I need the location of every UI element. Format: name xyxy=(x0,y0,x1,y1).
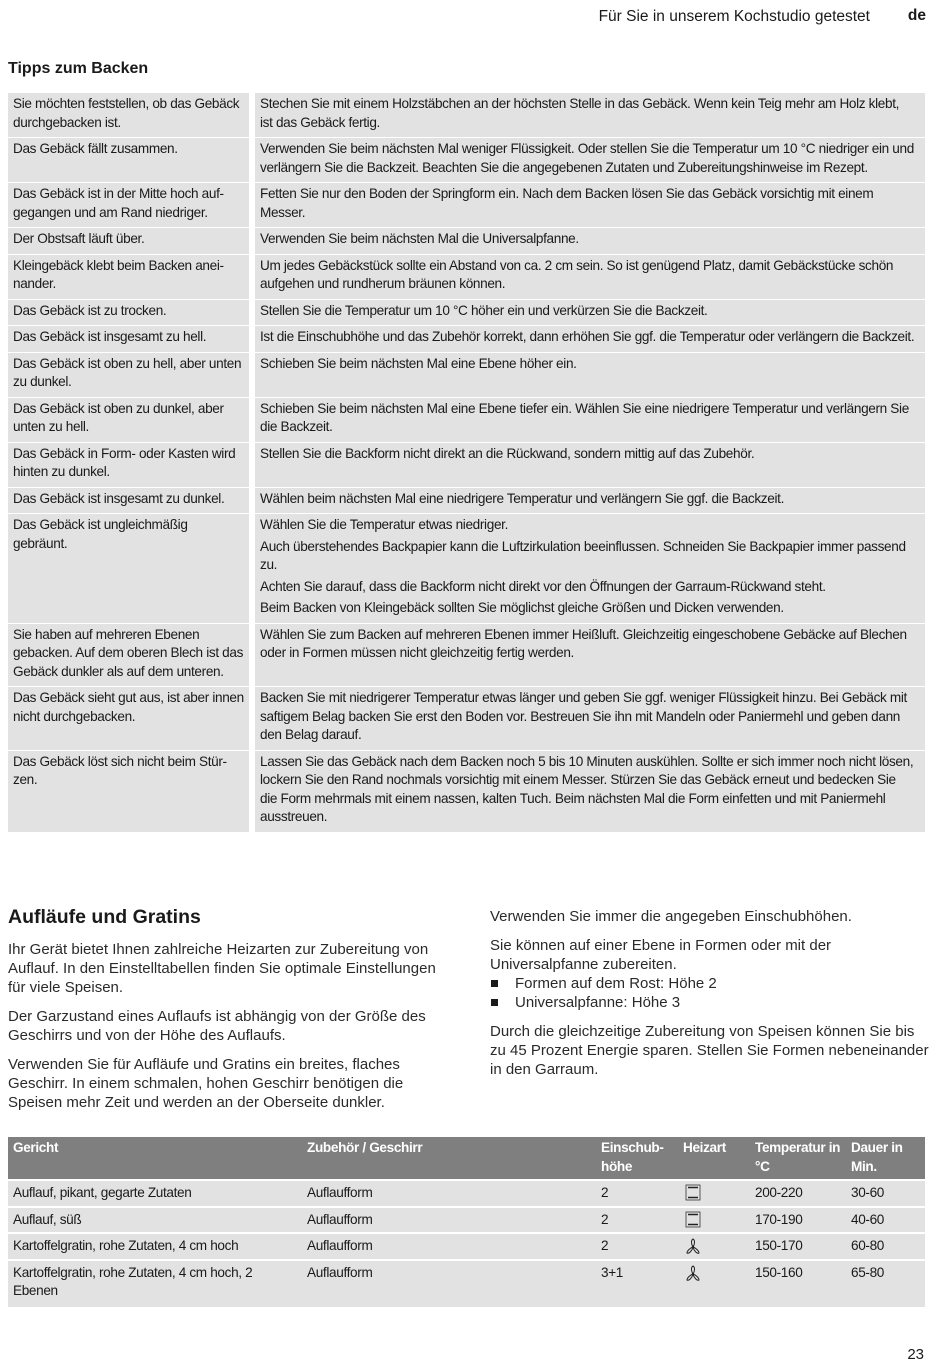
tip-remedy-text: Stellen Sie die Backform nicht direkt an die Rückwand, sondern mittig auf das Zubehör. xyxy=(260,445,755,461)
tip-remedy-text: Wählen Sie die Temperatur etwas niedriger. xyxy=(260,517,509,532)
tips-heading: Tipps zum Backen xyxy=(8,60,149,77)
tip-remedy xyxy=(252,750,925,832)
intro-paragraph: Verwenden Sie für Aufläufe und Gratins ein breites, flaches Geschirr. In einem schmalen, hohen Geschirr benötigen die Speisen mehr Zeit und werden an der Oberseite dunkler. xyxy=(8,1056,404,1111)
hot-air-fan-icon xyxy=(685,1237,701,1255)
tip-remedy-text: Beim Backen von Kleingebäck sollten Sie möglichst gleiche Größen und Dicken verwenden. xyxy=(260,600,784,615)
tip-remedy xyxy=(252,138,925,183)
gratins-intro-right xyxy=(490,907,930,1089)
tip-remedy-text: Schieben Sie beim nächsten Mal eine Ebene tiefer ein. Wählen Sie eine niedrigere Temperatur und verlängern Sie die Backzeit. xyxy=(260,400,909,434)
table-row xyxy=(8,1180,925,1207)
accessory-cell: Auflaufform xyxy=(302,1233,596,1260)
tip-remedy-text: Schieben Sie beim nächsten Mal eine Ebene höher ein. xyxy=(260,355,577,371)
shelf-level-list xyxy=(490,974,930,1012)
language-code: de xyxy=(907,7,926,24)
table-row xyxy=(8,687,925,751)
gratins-heading: Aufläufe und Gratins xyxy=(8,906,201,928)
intro-paragraph: Der Garzustand eines Auflaufs ist abhängig von der Größe des Geschirrs und von der Höhe des Auflaufs. xyxy=(8,1008,426,1044)
heating-mode-cell xyxy=(678,1233,750,1260)
list-item: Universalpfanne: Höhe 3 xyxy=(490,993,930,1012)
table-row xyxy=(8,254,925,299)
tip-remedy xyxy=(252,623,925,687)
tip-problem: Das Gebäck fällt zusammen. xyxy=(8,138,252,183)
column-header: Gericht xyxy=(8,1137,302,1180)
column-header: Dauer in Min. xyxy=(846,1137,925,1180)
table-row xyxy=(8,487,925,514)
tip-problem: Das Gebäck sieht gut aus, ist aber innen nicht durchgebacken. xyxy=(8,687,252,751)
column-header: Zubehör / Geschirr xyxy=(302,1137,596,1180)
shelf-level-cell: 3+1 xyxy=(596,1260,678,1307)
list-item: Formen auf dem Rost: Höhe 2 xyxy=(490,974,930,993)
table-row xyxy=(8,299,925,326)
baking-tips-table xyxy=(8,93,925,833)
tip-remedy xyxy=(252,487,925,514)
table-row xyxy=(8,183,925,228)
tip-problem: Der Obstsaft läuft über. xyxy=(8,228,252,255)
accessory-cell: Auflaufform xyxy=(302,1180,596,1207)
dish-cell: Kartoffelgratin, rohe Zutaten, 4 cm hoch, 2 Ebenen xyxy=(8,1260,302,1307)
tip-problem: Das Gebäck löst sich nicht beim Stürzen. xyxy=(8,750,252,832)
tip-remedy-text: Backen Sie mit niedrigerer Temperatur etwas länger und geben Sie ggf. weniger Flüssigkeit hinzu. Bei Gebäck mit saftigem Belag backen Sie erst den Boden vor. Bestreuen Sie ihn mit Mandeln oder Paniermehl und geben dann den Belag darauf. xyxy=(260,690,907,742)
hot-air-fan-icon xyxy=(685,1264,701,1282)
gratin-settings-table xyxy=(8,1137,925,1307)
table-row xyxy=(8,1260,925,1307)
tip-problem: Das Gebäck ist zu trocken. xyxy=(8,299,252,326)
tip-remedy-text: Achten Sie darauf, dass die Backform nicht direkt vor den Öffnungen der Garraum-Rückwand steht. xyxy=(260,578,826,594)
column-header: Einschubhöhe xyxy=(596,1137,678,1180)
tip-remedy-text: Stechen Sie mit einem Holzstäbchen an der höchsten Stelle in das Gebäck. Wenn kein Teig mehr am Holz klebt, ist das Gebäck fertig. xyxy=(260,96,900,130)
tip-problem: Sie möchten feststellen, ob das Gebäck durchgebacken ist. xyxy=(8,93,252,138)
page-header-title: Für Sie in unserem Kochstudio getestet xyxy=(598,8,870,25)
intro-paragraph: Ihr Gerät bietet Ihnen zahlreiche Heizarten zur Zubereitung von Auflauf. In den Einstelltabellen finden Sie optimale Einstellungen für viele Speisen. xyxy=(8,941,436,996)
duration-cell: 65-80 xyxy=(846,1260,925,1307)
shelf-level-cell: 2 xyxy=(596,1233,678,1260)
tip-remedy-text: Lassen Sie das Gebäck nach dem Backen noch 5 bis 10 Minuten auskühlen. Sollte er sich immer noch nicht lösen, lockern Sie den Rand nochmals vorsichtig mit einem Messer. Stürzen Sie das Gebäck erneut und bedecken Sie die Form mehrmals mit einem nassen, kalten Tuch. Beim nächsten Mal die Form einfetten und mit Paniermehl ausstreuen. xyxy=(260,753,914,824)
tip-remedy-text: Wählen beim nächsten Mal eine niedrigere Temperatur und verlängern Sie ggf. die Backzeit. xyxy=(260,490,784,506)
dish-cell: Auflauf, süß xyxy=(8,1207,302,1234)
accessory-cell: Auflaufform xyxy=(302,1260,596,1307)
duration-cell: 40-60 xyxy=(846,1207,925,1234)
column-header: Heizart xyxy=(678,1137,750,1180)
top-bottom-heat-icon xyxy=(685,1184,701,1202)
tip-remedy-text: Fetten Sie nur den Boden der Springform ein. Nach dem Backen lösen Sie das Gebäck vorsichtig mit einem Messer. xyxy=(260,186,874,220)
tip-remedy-text: Verwenden Sie beim nächsten Mal weniger Flüssigkeit. Oder stellen Sie die Temperatur um 10 °C niedriger ein und verlängern Sie die Backzeit. Beachten Sie die angegebenen Zutaten und Zubereitungshinweise im Rezept. xyxy=(260,141,914,175)
tip-problem: Kleingebäck klebt beim Backen aneinander. xyxy=(8,254,252,299)
tip-problem: Das Gebäck ist insgesamt zu hell. xyxy=(8,326,252,353)
page-number: 23 xyxy=(907,1346,924,1363)
tip-remedy-text: Wählen Sie zum Backen auf mehreren Ebenen immer Heißluft. Gleichzeitig eingeschobene Gebäcke auf Blechen oder in Formen müssen nicht gleichzeitig fertig werden. xyxy=(260,626,907,660)
tip-remedy xyxy=(252,687,925,751)
tip-remedy-text: Stellen Sie die Temperatur um 10 °C höher ein und verkürzen Sie die Backzeit. xyxy=(260,302,708,318)
shelf-level-cell: 2 xyxy=(596,1207,678,1234)
duration-cell: 60-80 xyxy=(846,1233,925,1260)
tip-remedy xyxy=(252,514,925,624)
tip-remedy xyxy=(252,352,925,397)
tip-problem: Das Gebäck in Form- oder Kasten wird hinten zu dunkel. xyxy=(8,442,252,487)
table-row xyxy=(8,750,925,832)
tip-problem: Sie haben auf mehreren Ebenen gebacken. Auf dem oberen Blech ist das Gebäck dunkler als auf dem unteren. xyxy=(8,623,252,687)
tip-remedy-text: Auch überstehendes Backpapier kann die Luftzirkulation beeinflussen. Schneiden Sie Backpapier immer passend zu. xyxy=(260,538,906,572)
tip-remedy xyxy=(252,326,925,353)
tip-problem: Das Gebäck ist ungleichmäßig gebräunt. xyxy=(8,514,252,624)
heating-mode-cell xyxy=(678,1180,750,1207)
dish-cell: Kartoffelgratin, rohe Zutaten, 4 cm hoch xyxy=(8,1233,302,1260)
tip-remedy-text: Um jedes Gebäckstück sollte ein Abstand von ca. 2 cm sein. So ist genügend Platz, damit Gebäckstücke schön aufgehen und rundherum bräunen können. xyxy=(260,257,894,291)
tip-remedy xyxy=(252,299,925,326)
tip-remedy xyxy=(252,254,925,299)
table-row xyxy=(8,623,925,687)
tip-remedy xyxy=(252,228,925,255)
duration-cell: 30-60 xyxy=(846,1180,925,1207)
intro-paragraph: Sie können auf einer Ebene in Formen oder mit der Universalpfanne zubereiten. xyxy=(490,937,832,973)
top-bottom-heat-icon xyxy=(685,1211,701,1229)
table-header-row xyxy=(8,1137,925,1180)
heating-mode-cell xyxy=(678,1207,750,1234)
table-row xyxy=(8,93,925,138)
tip-remedy xyxy=(252,183,925,228)
tip-problem: Das Gebäck ist oben zu hell, aber unten zu dunkel. xyxy=(8,352,252,397)
tip-problem: Das Gebäck ist oben zu dunkel, aber unten zu hell. xyxy=(8,397,252,442)
dish-cell: Auflauf, pikant, gegarte Zutaten xyxy=(8,1180,302,1207)
temperature-cell: 150-170 xyxy=(750,1233,846,1260)
table-row xyxy=(8,228,925,255)
tip-remedy xyxy=(252,93,925,138)
shelf-level-cell: 2 xyxy=(596,1180,678,1207)
tip-remedy xyxy=(252,442,925,487)
tip-remedy xyxy=(252,397,925,442)
tip-problem: Das Gebäck ist insgesamt zu dunkel. xyxy=(8,487,252,514)
table-row xyxy=(8,1207,925,1234)
table-row xyxy=(8,1233,925,1260)
table-row xyxy=(8,352,925,397)
intro-paragraph: Durch die gleichzeitige Zubereitung von Speisen können Sie bis zu 45 Prozent Energie sparen. Stellen Sie Formen nebeneinander in den Garraum. xyxy=(490,1023,929,1078)
tip-remedy-text: Ist die Einschubhöhe und das Zubehör korrekt, dann erhöhen Sie ggf. die Temperatur oder verlängern die Backzeit. xyxy=(260,329,915,344)
intro-paragraph: Verwenden Sie immer die angegeben Einschubhöhen. xyxy=(490,908,852,925)
table-row xyxy=(8,514,925,624)
column-header: Temperatur in °C xyxy=(750,1137,846,1180)
tip-problem: Das Gebäck ist in der Mitte hoch aufgegangen und am Rand niedriger. xyxy=(8,183,252,228)
temperature-cell: 170-190 xyxy=(750,1207,846,1234)
temperature-cell: 150-160 xyxy=(750,1260,846,1307)
table-row xyxy=(8,442,925,487)
heating-mode-cell xyxy=(678,1260,750,1307)
table-row xyxy=(8,397,925,442)
temperature-cell: 200-220 xyxy=(750,1180,846,1207)
table-row xyxy=(8,138,925,183)
table-row xyxy=(8,326,925,353)
gratins-intro-left xyxy=(8,940,438,1122)
tip-remedy-text: Verwenden Sie beim nächsten Mal die Universalpfanne. xyxy=(260,231,579,246)
accessory-cell: Auflaufform xyxy=(302,1207,596,1234)
